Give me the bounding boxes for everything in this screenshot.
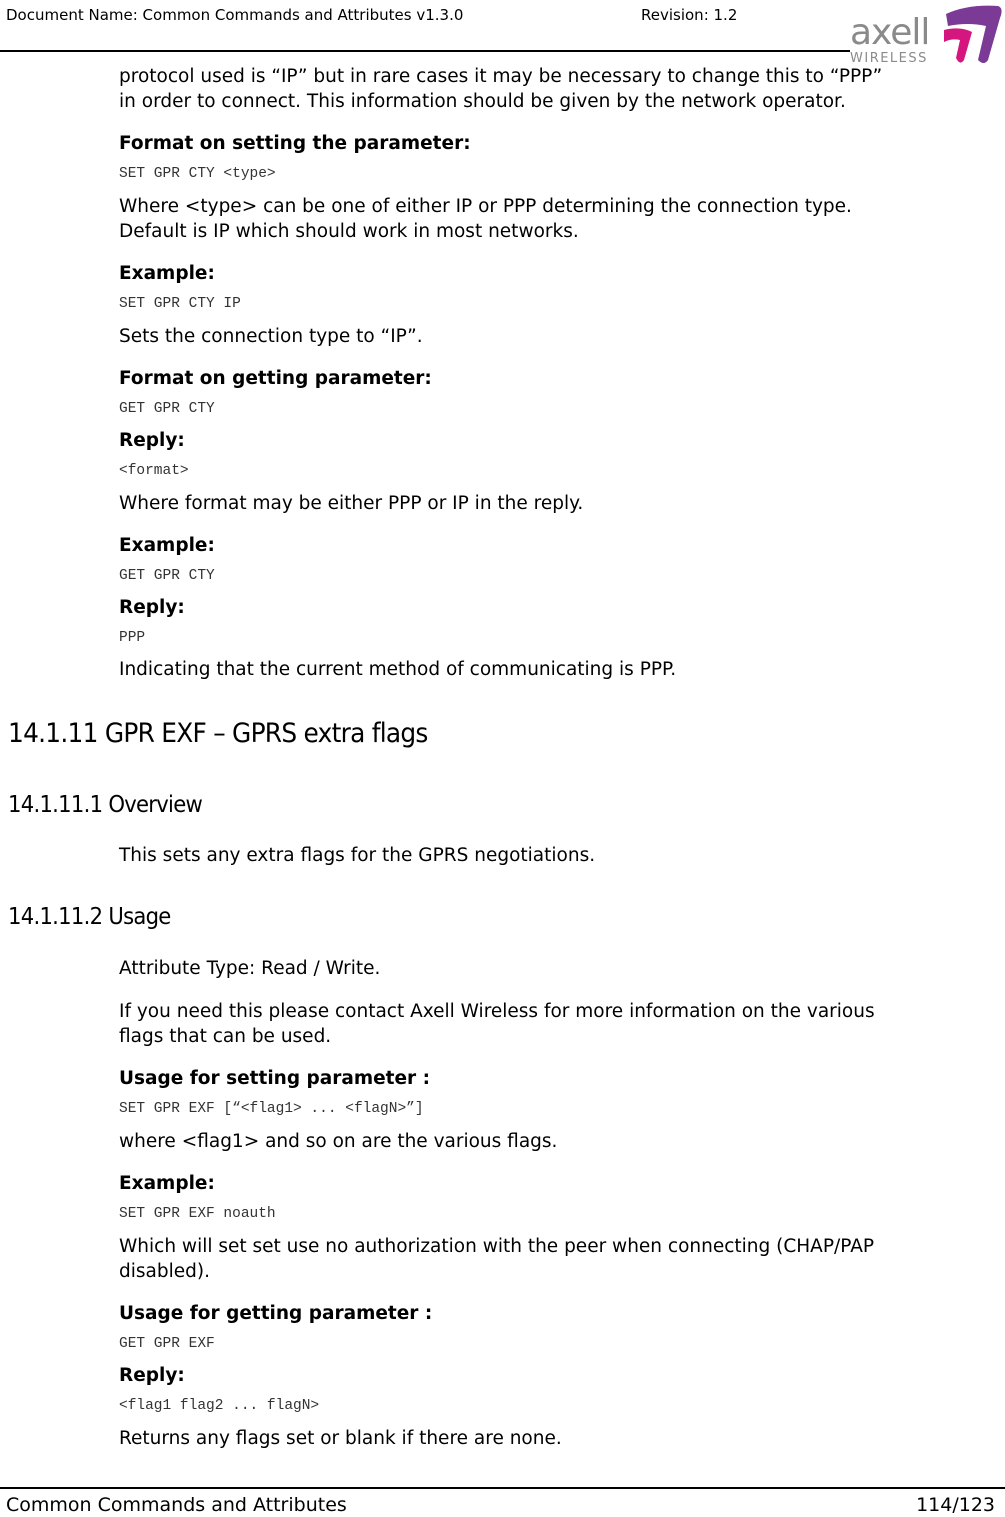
type-description-line-2: Default is IP which should work in most networks. <box>119 221 579 242</box>
reply-description: Indicating that the current method of communicating is PPP. <box>119 659 677 680</box>
logo-swoosh-icon <box>848 0 1005 68</box>
reply-code: <format> <box>119 463 189 479</box>
usage-getting-label: Usage for getting parameter : <box>119 1303 433 1324</box>
example-description-line-2: disabled). <box>119 1261 210 1282</box>
reply-description: Where format may be either PPP or IP in the reply. <box>119 493 584 514</box>
type-description-line-1: Where <type> can be one of either IP or PPP determining the connection type. <box>119 196 852 217</box>
example-code: SET GPR EXF noauth <box>119 1206 276 1222</box>
reply-code: PPP <box>119 630 146 646</box>
header-divider <box>0 50 850 52</box>
document-name: Document Name: Common Commands and Attributes v1.3.0 <box>6 6 464 24</box>
example-label: Example: <box>119 1173 215 1194</box>
example-label: Example: <box>119 535 215 556</box>
reply-label: Reply: <box>119 1365 185 1386</box>
revision: Revision: 1.2 <box>641 6 738 24</box>
intro-text-line-1: protocol used is “IP” but in rare cases it may be necessary to change this to “PPP” <box>119 66 883 87</box>
reply-label: Reply: <box>119 597 185 618</box>
usage-setting-code: SET GPR EXF [“<flag1> ... <flagN>”] <box>119 1101 424 1117</box>
page-number: 114/123 <box>916 1494 995 1516</box>
attribute-type: Attribute Type: Read / Write. <box>119 958 381 979</box>
format-getting-label: Format on getting parameter: <box>119 368 432 389</box>
svg-text:WIRELESS: WIRELESS <box>850 51 928 66</box>
usage-setting-description: where <flag1> and so on are the various flags. <box>119 1131 558 1152</box>
reply-description: Returns any flags set or blank if there are none. <box>119 1428 562 1449</box>
usage-setting-label: Usage for setting parameter : <box>119 1068 431 1089</box>
footer-divider <box>0 1487 1005 1489</box>
svg-text:axell: axell <box>850 12 930 53</box>
overview-text: This sets any extra flags for the GPRS negotiations. <box>119 845 596 866</box>
example-description-line-1: Which will set set use no authorization with the peer when connecting (CHAP/PAP <box>119 1236 875 1257</box>
example-label: Example: <box>119 263 215 284</box>
contact-text-line-1: If you need this please contact Axell Wireless for more information on the various <box>119 1001 875 1022</box>
example-code: SET GPR CTY IP <box>119 296 241 312</box>
intro-text-line-2: in order to connect. This information should be given by the network operator. <box>119 91 846 112</box>
format-getting-code: GET GPR CTY <box>119 401 215 417</box>
format-setting-label: Format on setting the parameter: <box>119 133 471 154</box>
format-setting-code: SET GPR CTY <type> <box>119 166 276 182</box>
example-description: Sets the connection type to “IP”. <box>119 326 423 347</box>
axell-wireless-logo <box>848 0 1005 68</box>
contact-text-line-2: flags that can be used. <box>119 1026 332 1047</box>
example-code: GET GPR CTY <box>119 568 215 584</box>
footer-title: Common Commands and Attributes <box>6 1494 347 1516</box>
section-heading: 14.1.11 GPR EXF – GPRS extra flags <box>8 718 428 749</box>
usage-heading: 14.1.11.2 Usage <box>8 904 171 930</box>
reply-code: <flag1 flag2 ... flagN> <box>119 1398 320 1414</box>
usage-getting-code: GET GPR EXF <box>119 1336 215 1352</box>
reply-label: Reply: <box>119 430 185 451</box>
overview-heading: 14.1.11.1 Overview <box>8 792 203 818</box>
